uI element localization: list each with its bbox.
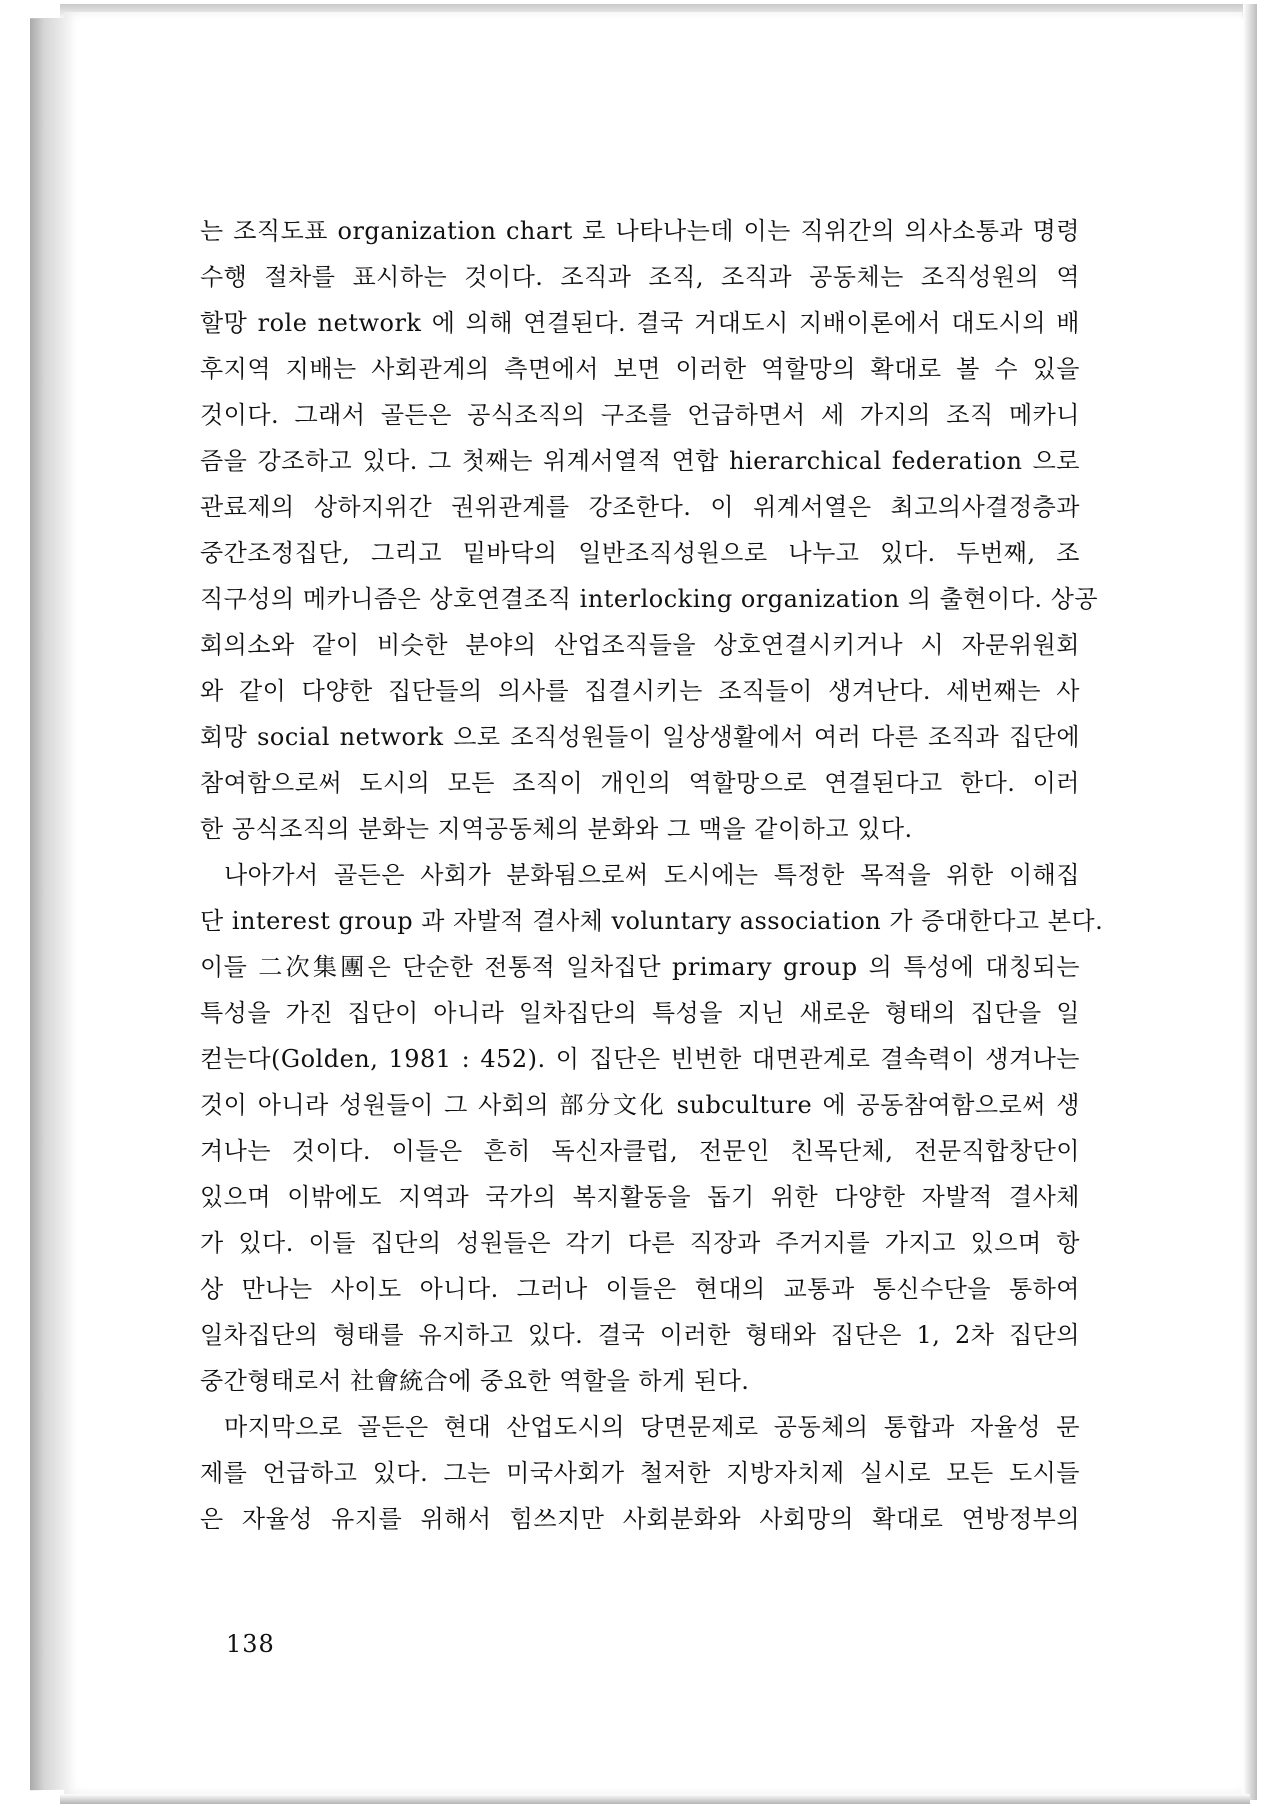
text-line: 관료제의 상하지위간 권위관계를 강조한다. 이 위계서열은 최고의사결정층과 [200,493,1080,521]
text-line: 할망 role network 에 의해 연결된다. 결국 거대도시 지배이론에서 대도시의 배 [200,309,1080,337]
text-line: 회망 social network 으로 조직성원들이 일상생활에서 여러 다른 조직과 집단에 [200,723,1080,751]
book-spine-edge [30,18,66,1790]
text-line: 즘을 강조하고 있다. 그 첫째는 위계서열적 연합 hierarchical federation 으로 [200,447,1080,475]
text-line: 이들 二次集團은 단순한 전통적 일차집단 primary group 의 특성에 대칭되는 [200,953,1080,981]
text-line: 후지역 지배는 사회관계의 측면에서 보면 이러한 역할망의 확대로 볼 수 있을 [200,355,1080,383]
body-text [200,208,1104,1542]
text-line: 나아가서 골든은 사회가 분화됨으로써 도시에는 특정한 목적을 위한 이해집 [224,861,1080,889]
text-line: 은 자율성 유지를 위해서 힘쓰지만 사회분화와 사회망의 확대로 연방정부의 [200,1505,1080,1533]
text-line: 제를 언급하고 있다. 그는 미국사회가 철저한 지방자치제 실시로 모든 도시들 [200,1459,1080,1487]
text-line: 컫는다(Golden, 1981 : 452). 이 집단은 빈번한 대면관계로 결속력이 생겨나는 [200,1045,1080,1073]
text-line: 있으며 이밖에도 지역과 국가의 복지활동을 돕기 위한 다양한 자발적 결사체 [200,1183,1080,1211]
text-line: 상 만나는 사이도 아니다. 그러나 이들은 현대의 교통과 통신수단을 통하여 [200,1275,1080,1303]
text-line: 가 있다. 이들 집단의 성원들은 각기 다른 직장과 주거지를 가지고 있으며 항 [200,1229,1080,1257]
text-line: 와 같이 다양한 집단들의 의사를 집결시키는 조직들이 생겨난다. 세번째는 사 [200,677,1080,705]
text-line: 한 공식조직의 분화는 지역공동체의 분화와 그 맥을 같이하고 있다. [200,815,913,843]
text-line: 단 interest group 과 자발적 결사체 voluntary association 가 증대한다고 본다. [200,907,1104,935]
text-line: 중간형태로서 社會統合에 중요한 역할을 하게 된다. [200,1367,750,1395]
text-line: 직구성의 메카니즘은 상호연결조직 interlocking organization 의 출현이다. 상공 [200,585,1099,613]
text-line: 특성을 가진 집단이 아니라 일차집단의 특성을 지닌 새로운 형태의 집단을 일 [200,999,1080,1027]
text-line: 는 조직도표 organization chart 로 나타나는데 이는 직위간의 의사소통과 명령 [200,217,1080,245]
text-line: 수행 절차를 표시하는 것이다. 조직과 조직, 조직과 공동체는 조직성원의 역 [200,263,1080,291]
text-line: 것이다. 그래서 골든은 공식조직의 구조를 언급하면서 세 가지의 조직 메카니 [200,401,1080,429]
page-edge-bottom [60,1794,1250,1804]
text-line: 마지막으로 골든은 현대 산업도시의 당면문제로 공동체의 통합과 자율성 문 [224,1413,1080,1441]
text-line: 겨나는 것이다. 이들은 흔히 독신자클럽, 전문인 친목단체, 전문직합창단이 [200,1137,1080,1165]
text-line: 참여함으로써 도시의 모든 조직이 개인의 역할망으로 연결된다고 한다. 이러 [200,769,1080,797]
text-line: 중간조정집단, 그리고 밑바닥의 일반조직성원으로 나누고 있다. 두번째, 조 [200,539,1080,567]
page-number: 138 [226,1630,275,1658]
page-edge-right [1243,4,1257,1800]
text-line: 회의소와 같이 비슷한 분야의 산업조직들을 상호연결시키거나 시 자문위원회 [200,631,1080,659]
text-line: 일차집단의 형태를 유지하고 있다. 결국 이러한 형태와 집단은 1, 2차 집단의 [200,1321,1080,1349]
text-line: 것이 아니라 성원들이 그 사회의 部分文化 subculture 에 공동참여함으로써 생 [200,1091,1080,1119]
